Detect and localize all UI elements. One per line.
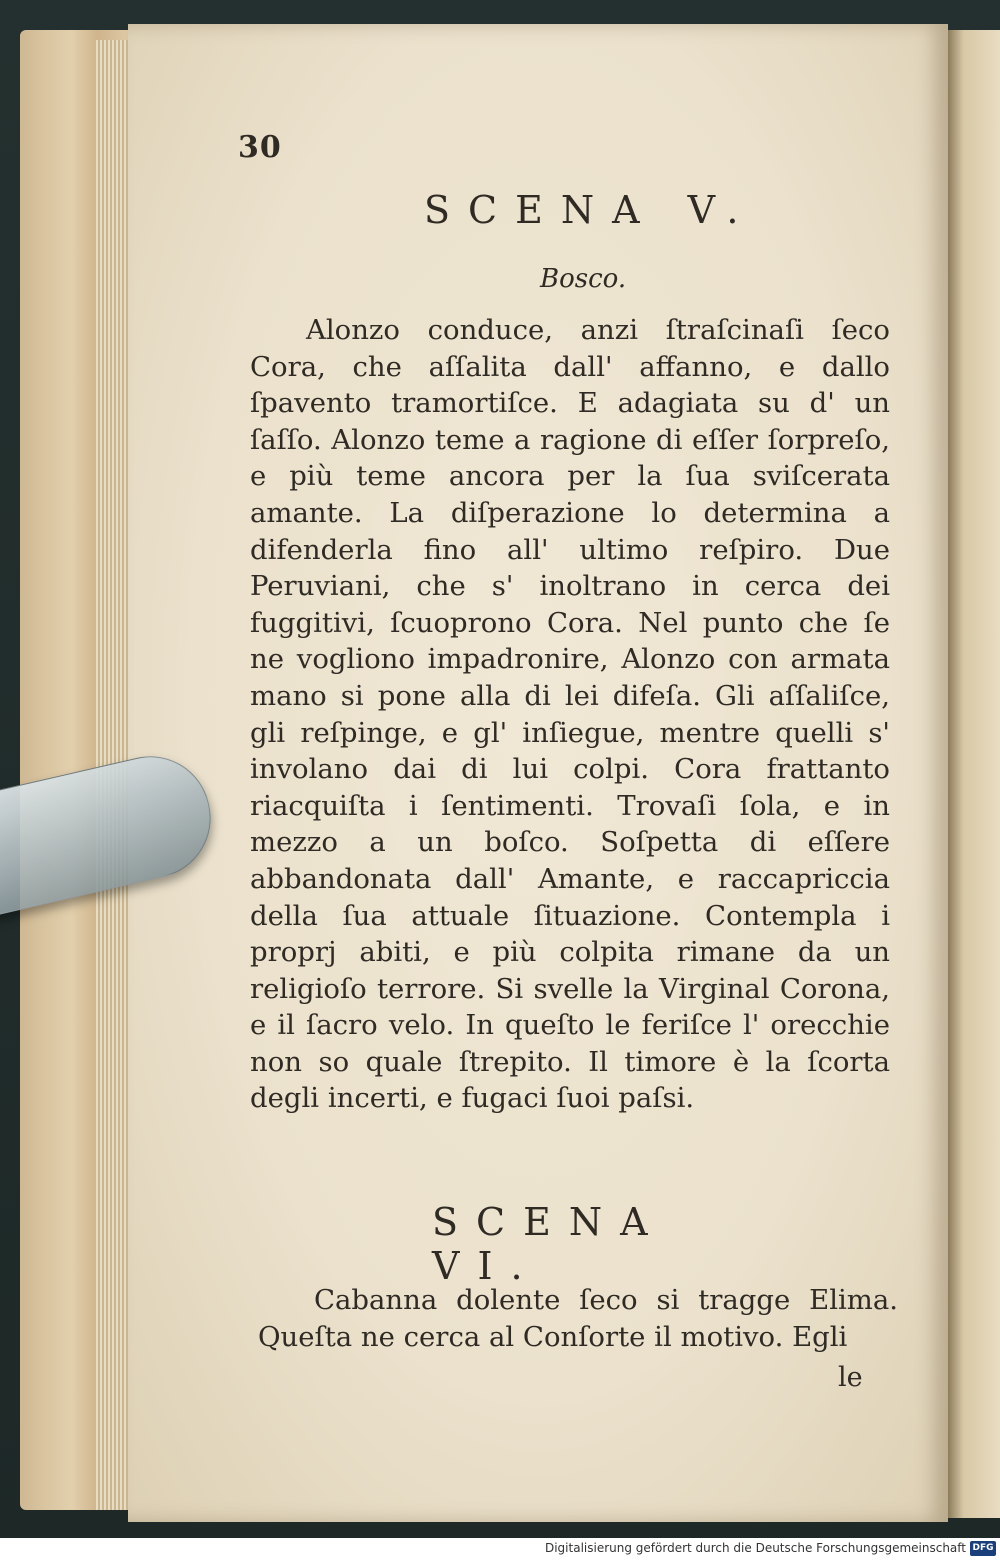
page-number: 30: [238, 130, 282, 165]
scene-title-v: SCENA V.: [424, 188, 757, 232]
dfg-logo: DFG: [970, 1541, 996, 1556]
scene-vi-text: Cabanna dolente ſeco si tragge Elima. Queſta ne cerca al Conſorte il motivo. Egli: [258, 1284, 898, 1353]
scene-v-text: Alonzo conduce, anzi ſtraſcinaſi ſeco Cora, che aſſalita dall' affanno, e dallo ſpavento tramortiſce. E adagiata su d' un ſaſſo. Alonzo teme a ragione di eſſer ſorpreſo, e più teme ancora per la ſua sviſcerata amante. La diſperazione lo determina a difenderla fino all' ultimo reſpiro. Due Peruviani, che s' inoltrano in cerca dei fuggitivi, ſcuoprono Cora. Nel punto che ſe ne vogliono impadronire, Alonzo con armata mano si pone alla di lei difeſa. Gli aſſaliſce, gli reſpinge, e gl' inſiegue, mentre quelli s' involano dai di lui colpi. Cora frattanto riacquiſta i ſentimenti. Trovaſi ſola, e in mezzo a un boſco. Soſpetta di eſſere abbandonata dall' Amante, e raccapriccia della ſua attuale ſituazione. Contempla i proprj abiti, e più colpita rimane da un religioſo terrore. Si svelle la Virginal Corona, e il ſacro velo. In queſto le feriſce l' orecchie non so quale ſtrepito. Il timore è la ſcorta degli incerti, e fugaci ſuoi paſsi.: [250, 314, 890, 1115]
catchword: le: [838, 1362, 863, 1393]
scene-setting: Bosco.: [540, 264, 627, 294]
digitization-footer: [0, 1538, 1000, 1560]
facing-page-edge: [948, 30, 1000, 1518]
scene-title-vi: SCENA VI.: [432, 1200, 666, 1288]
digitization-credit: Digitalisierung gefördert durch die Deutsche Forschungsgemeinschaft: [544, 1541, 966, 1555]
